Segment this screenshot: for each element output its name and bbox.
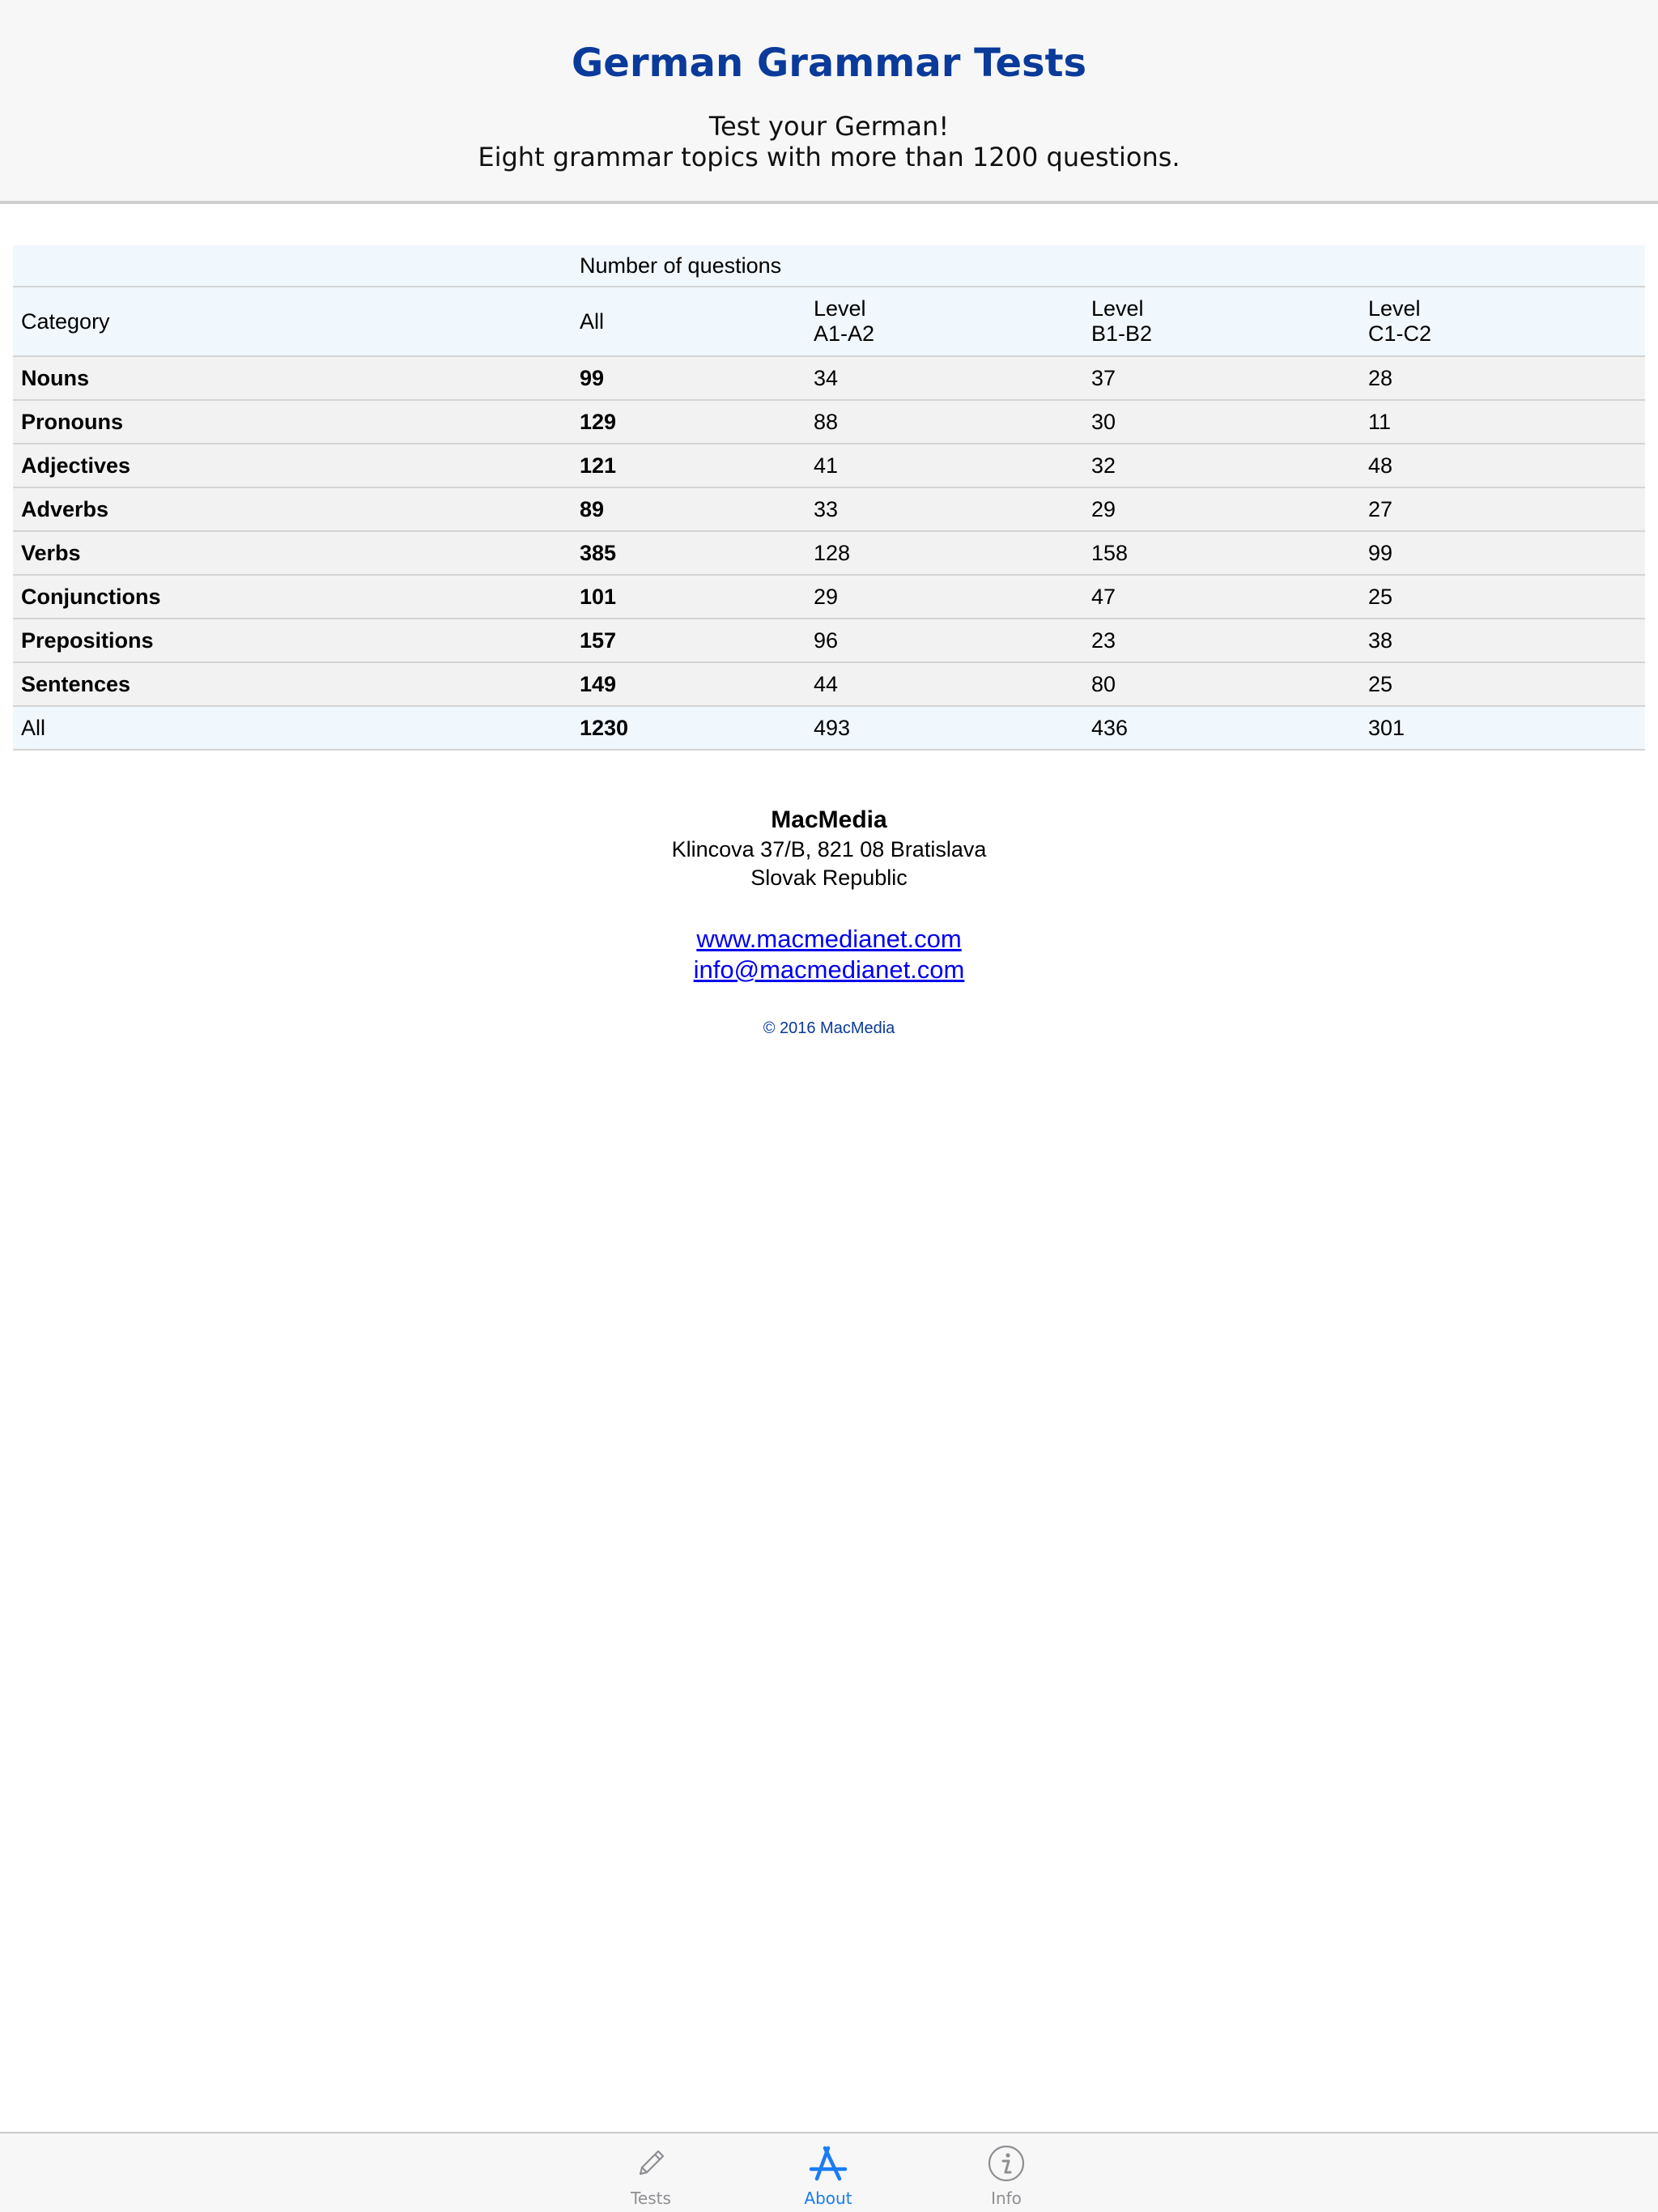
tab-bar <box>0 2132 1658 2212</box>
table-column-header-row <box>13 287 1645 356</box>
row-level-a: 44 <box>806 662 1083 706</box>
table-row <box>13 444 1645 487</box>
table-row <box>13 400 1645 444</box>
email-link-wrapper <box>0 955 1658 985</box>
app-title: German Grammar Tests <box>571 40 1087 86</box>
tab-about[interactable] <box>767 2140 889 2211</box>
table-group-header-row <box>13 245 1645 287</box>
total-level-a: 493 <box>806 706 1083 750</box>
header-level-c <box>1360 287 1645 356</box>
header-level-a-label: Level <box>814 296 866 321</box>
row-level-c: 48 <box>1360 444 1645 487</box>
header-level-b-range: B1-B2 <box>1091 321 1153 346</box>
tab-about-label: About <box>804 2189 852 2208</box>
header-category: Category <box>13 287 572 356</box>
row-level-c: 38 <box>1360 619 1645 662</box>
row-level-b: 23 <box>1083 619 1360 662</box>
tab-info[interactable] <box>946 2140 1067 2211</box>
row-level-c: 28 <box>1360 356 1645 400</box>
row-all: 129 <box>572 400 806 444</box>
row-level-b: 80 <box>1083 662 1360 706</box>
header-level-b-label: Level <box>1091 296 1144 321</box>
info-icon <box>986 2143 1027 2184</box>
row-category: Adjectives <box>13 444 572 487</box>
table-row <box>13 575 1645 619</box>
row-level-b: 32 <box>1083 444 1360 487</box>
total-level-b: 436 <box>1083 706 1360 750</box>
table-row <box>13 531 1645 575</box>
header-all: All <box>572 287 806 356</box>
row-category: Prepositions <box>13 619 572 662</box>
table-total-row <box>13 706 1645 750</box>
pencil-icon <box>631 2143 671 2184</box>
table-row <box>13 356 1645 400</box>
row-level-b: 30 <box>1083 400 1360 444</box>
row-level-c: 11 <box>1360 400 1645 444</box>
table-row <box>13 619 1645 662</box>
row-level-a: 88 <box>806 400 1083 444</box>
total-level-c: 301 <box>1360 706 1645 750</box>
row-level-c: 25 <box>1360 662 1645 706</box>
row-all: 157 <box>572 619 806 662</box>
row-category: Nouns <box>13 356 572 400</box>
header-level-b <box>1083 287 1360 356</box>
header-level-a <box>806 287 1083 356</box>
website-link-wrapper <box>0 925 1658 954</box>
row-all: 101 <box>572 575 806 619</box>
row-level-a: 41 <box>806 444 1083 487</box>
tab-info-label: Info <box>991 2189 1022 2208</box>
copyright: © 2016 MacMedia <box>763 1019 895 1037</box>
header-level-c-label: Level <box>1368 296 1421 321</box>
row-level-b: 158 <box>1083 531 1360 575</box>
row-level-a: 29 <box>806 575 1083 619</box>
total-all: 1230 <box>572 706 806 750</box>
company-address: Klincova 37/B, 821 08 Bratislava <box>671 837 987 861</box>
row-level-a: 34 <box>806 356 1083 400</box>
row-all: 89 <box>572 487 806 531</box>
header-cell-empty <box>13 245 572 287</box>
header-level-a-range: A1-A2 <box>814 321 875 346</box>
row-all: 121 <box>572 444 806 487</box>
row-level-a: 33 <box>806 487 1083 531</box>
questions-table <box>13 245 1645 751</box>
row-level-c: 99 <box>1360 531 1645 575</box>
row-level-b: 29 <box>1083 487 1360 531</box>
row-category: Conjunctions <box>13 575 572 619</box>
row-category: Verbs <box>13 531 572 575</box>
row-category: Pronouns <box>13 400 572 444</box>
total-category: All <box>13 706 572 750</box>
subtitle-line-1: Test your German! <box>708 111 950 142</box>
app-store-icon <box>808 2143 848 2184</box>
row-level-b: 37 <box>1083 356 1360 400</box>
table-row <box>13 662 1645 706</box>
row-category: Adverbs <box>13 487 572 531</box>
row-level-a: 128 <box>806 531 1083 575</box>
company-name: MacMedia <box>771 806 887 833</box>
tab-tests-label: Tests <box>631 2189 671 2208</box>
table-row <box>13 487 1645 531</box>
row-level-a: 96 <box>806 619 1083 662</box>
row-all: 385 <box>572 531 806 575</box>
row-level-c: 27 <box>1360 487 1645 531</box>
header-number-of-questions: Number of questions <box>572 245 1645 287</box>
header-level-c-range: C1-C2 <box>1368 321 1432 346</box>
company-country: Slovak Republic <box>750 866 908 890</box>
row-level-b: 47 <box>1083 575 1360 619</box>
header <box>0 0 1658 204</box>
website-link[interactable]: www.macmedianet.com <box>696 925 962 953</box>
email-link[interactable]: info@macmedianet.com <box>693 955 965 984</box>
row-level-c: 25 <box>1360 575 1645 619</box>
tab-tests[interactable] <box>590 2140 712 2211</box>
subtitle-line-2: Eight grammar topics with more than 1200 questions. <box>478 142 1180 172</box>
row-all: 99 <box>572 356 806 400</box>
row-all: 149 <box>572 662 806 706</box>
row-category: Sentences <box>13 662 572 706</box>
